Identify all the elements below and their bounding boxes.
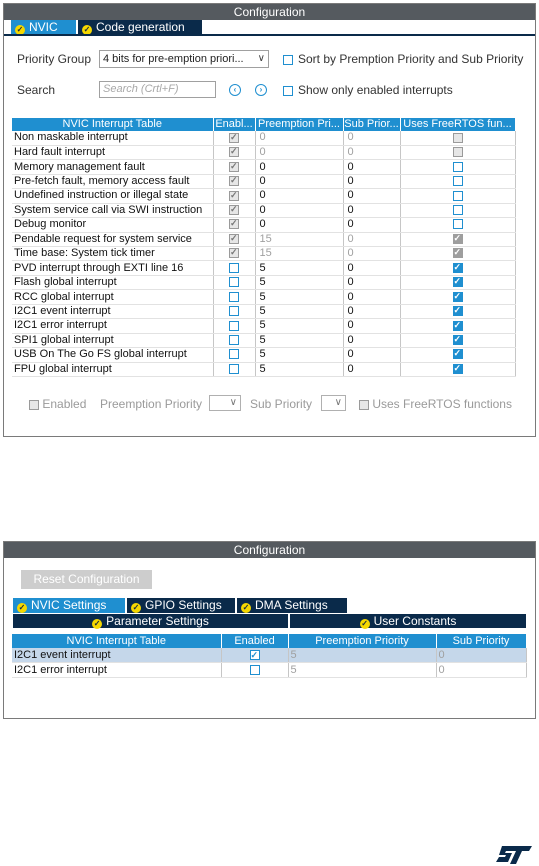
chevron-left-circle-icon[interactable]: ‹ (229, 84, 241, 96)
freertos-cell[interactable] (400, 261, 515, 275)
sub-priority-cell[interactable]: 0 (343, 189, 400, 203)
freertos-cell[interactable] (400, 203, 515, 217)
row-checkbox[interactable] (229, 349, 239, 359)
preemption-cell[interactable]: 5 (255, 261, 343, 275)
row-checkbox (453, 147, 463, 157)
row-checkbox[interactable] (229, 364, 239, 374)
column-header[interactable]: Sub Prior... (344, 118, 399, 130)
freertos-cell[interactable] (400, 319, 515, 333)
preemption-cell[interactable]: 0 (255, 189, 343, 203)
tab-label: NVIC Settings (31, 598, 107, 612)
interrupt-name: Time base: System tick timer (12, 247, 213, 261)
enabled-cell[interactable] (213, 145, 255, 159)
preemption-cell[interactable]: 5 (255, 333, 343, 347)
enabled-cell[interactable] (213, 218, 255, 232)
preemption-cell[interactable]: 0 (255, 145, 343, 159)
row-checkbox[interactable] (229, 306, 239, 316)
interrupt-name: Memory management fault (12, 160, 213, 174)
tab-label: NVIC (29, 20, 58, 34)
enabled-cell[interactable] (221, 663, 288, 678)
preemption-cell[interactable]: 15 (255, 232, 343, 246)
table-row[interactable] (12, 290, 515, 304)
row-checkbox[interactable] (453, 349, 463, 359)
sub-priority-label: Sub Priority (250, 397, 313, 411)
sub-priority-cell[interactable]: 0 (343, 203, 400, 217)
preemption-cell[interactable]: 5 (255, 362, 343, 376)
enabled-cell[interactable] (213, 160, 255, 174)
sub-priority-cell[interactable]: 0 (436, 648, 526, 663)
show-enabled-option[interactable] (283, 83, 453, 97)
freertos-checkbox[interactable] (359, 400, 369, 410)
row-checkbox[interactable] (250, 650, 260, 660)
preemption-cell[interactable]: 5 (255, 304, 343, 318)
enabled-cell[interactable] (213, 348, 255, 362)
freertos-cell[interactable] (400, 160, 515, 174)
interrupt-name: I2C1 event interrupt (12, 304, 213, 318)
row-checkbox (229, 162, 239, 172)
check-circle-icon: ✓ (83, 25, 91, 34)
sub-priority-cell[interactable]: 0 (343, 160, 400, 174)
enabled-cell[interactable] (213, 232, 255, 246)
search-label: Search (17, 83, 56, 97)
row-checkbox (453, 234, 463, 244)
tab-user-constants[interactable] (290, 614, 526, 628)
freertos-cell[interactable] (400, 218, 515, 232)
tab-label: GPIO Settings (145, 598, 222, 612)
table-row[interactable] (12, 304, 515, 318)
tab-label: Code generation (96, 20, 185, 34)
interrupt-name: PVD interrupt through EXTI line 16 (12, 261, 213, 275)
st-logo (496, 846, 532, 864)
column-header[interactable]: Preemption Priority (288, 634, 436, 648)
row-checkbox (229, 234, 239, 244)
nvic-interrupt-table (12, 634, 527, 678)
preemption-cell[interactable]: 0 (255, 203, 343, 217)
sub-priority-cell[interactable]: 0 (343, 304, 400, 318)
interrupt-name: SPI1 global interrupt (12, 333, 213, 347)
row-checkbox[interactable] (453, 219, 463, 229)
freertos-cell[interactable] (400, 131, 515, 145)
sub-priority-cell[interactable]: 0 (343, 261, 400, 275)
column-header[interactable]: Enabled (221, 634, 288, 648)
enabled-cell[interactable] (213, 203, 255, 217)
check-circle-icon: ✓ (242, 603, 250, 612)
column-header[interactable]: NVIC Interrupt Table (12, 634, 221, 648)
preemption-cell[interactable]: 0 (255, 160, 343, 174)
row-checkbox[interactable] (229, 263, 239, 273)
sub-priority-cell[interactable]: 0 (343, 275, 400, 289)
row-checkbox[interactable] (229, 277, 239, 287)
row-checkbox[interactable] (453, 335, 463, 345)
row-checkbox (229, 205, 239, 215)
nvic-interrupt-table (12, 118, 516, 377)
enabled-cell[interactable] (213, 275, 255, 289)
interrupt-editor-bar (4, 394, 535, 416)
interrupt-name: I2C1 event interrupt (12, 648, 221, 663)
interrupt-name: Non maskable interrupt (12, 131, 213, 145)
table-row[interactable] (12, 333, 515, 347)
freertos-cell[interactable] (400, 232, 515, 246)
row-checkbox[interactable] (453, 263, 463, 273)
interrupt-name: Flash global interrupt (12, 275, 213, 289)
interrupt-name: Pre-fetch fault, memory access fault (12, 174, 213, 188)
column-header[interactable]: Uses FreeRTOS fun... (400, 118, 515, 131)
row-checkbox[interactable] (453, 321, 463, 331)
sub-priority-cell[interactable]: 0 (343, 131, 400, 145)
tab-divider (4, 34, 535, 36)
table-header (12, 634, 526, 648)
enabled-cell[interactable] (213, 290, 255, 304)
interrupt-name: Pendable request for system service (12, 232, 213, 246)
check-circle-icon: ✓ (361, 619, 368, 628)
sort-checkbox[interactable] (283, 55, 293, 65)
chevron-right-circle-icon[interactable]: › (255, 84, 267, 96)
enabled-cell[interactable] (213, 333, 255, 347)
sub-priority-cell[interactable]: 0 (343, 348, 400, 362)
tab-gpio-settings[interactable] (127, 598, 235, 613)
column-header[interactable]: NVIC Interrupt Table (12, 118, 213, 131)
preemption-cell[interactable]: 0 (255, 218, 343, 232)
freertos-label: Uses FreeRTOS functions (372, 397, 512, 411)
search-input[interactable]: Search (Crtl+F) (99, 81, 216, 98)
row-checkbox[interactable] (453, 277, 463, 287)
row-checkbox[interactable] (453, 162, 463, 172)
preemption-cell[interactable]: 5 (288, 663, 436, 678)
tab-dma-settings[interactable] (237, 598, 347, 613)
enabled-cell[interactable] (213, 131, 255, 145)
enabled-cell[interactable] (213, 362, 255, 376)
sub-priority-cell[interactable]: 0 (343, 247, 400, 261)
table-row[interactable] (12, 261, 515, 275)
panel-title: Configuration (4, 4, 535, 20)
row-checkbox[interactable] (453, 205, 463, 215)
check-circle-icon: ✓ (16, 25, 24, 34)
interrupt-name: FPU global interrupt (12, 362, 213, 376)
show-enabled-label: Show only enabled interrupts (298, 83, 453, 97)
row-checkbox[interactable] (453, 292, 463, 302)
table-row[interactable] (12, 348, 515, 362)
table-row[interactable] (12, 145, 515, 159)
row-checkbox[interactable] (453, 191, 463, 201)
table-row[interactable] (12, 203, 515, 217)
interrupt-name: USB On The Go FS global interrupt (12, 348, 213, 362)
table-row[interactable] (12, 663, 526, 678)
sub-priority-cell[interactable]: 0 (343, 362, 400, 376)
interrupt-name: Undefined instruction or illegal state (12, 189, 213, 203)
column-header[interactable]: Preemption Pri... (255, 118, 343, 131)
priority-group-select[interactable] (99, 50, 269, 68)
tab-parameter-settings[interactable] (13, 614, 288, 628)
sub-priority-select[interactable] (321, 395, 346, 411)
freertos-cell[interactable] (400, 189, 515, 203)
enabled-cell[interactable] (213, 189, 255, 203)
table-row[interactable] (12, 648, 526, 663)
enabled-cell[interactable] (213, 304, 255, 318)
preemption-cell[interactable]: 5 (288, 648, 436, 663)
preemption-cell[interactable]: 0 (255, 174, 343, 188)
row-checkbox (229, 147, 239, 157)
tab-nvic-settings[interactable] (13, 598, 125, 613)
column-header[interactable]: Enabl... (213, 118, 255, 131)
tab-nvic[interactable] (11, 20, 76, 35)
interrupt-name: Debug monitor (12, 218, 213, 232)
sub-priority-cell[interactable]: 0 (343, 319, 400, 333)
sub-priority-cell[interactable]: 0 (343, 218, 400, 232)
tab-label: DMA Settings (255, 598, 328, 612)
enabled-checkbox[interactable] (29, 400, 39, 410)
enabled-cell[interactable] (213, 261, 255, 275)
preemption-cell[interactable]: 5 (255, 275, 343, 289)
interrupt-name: RCC global interrupt (12, 290, 213, 304)
row-checkbox (229, 219, 239, 229)
priority-group-label: Priority Group (17, 52, 92, 66)
row-checkbox (453, 248, 463, 258)
sub-priority-cell[interactable]: 0 (436, 663, 526, 678)
enabled-option[interactable] (29, 397, 86, 411)
check-circle-icon: ✓ (93, 619, 101, 628)
freertos-cell[interactable] (400, 247, 515, 261)
enabled-cell[interactable] (221, 648, 288, 663)
sort-label: Sort by Premption Priority and Sub Priority (298, 52, 524, 66)
row-checkbox (229, 176, 239, 186)
sub-priority-cell[interactable]: 0 (343, 290, 400, 304)
row-checkbox[interactable] (229, 335, 239, 345)
interrupt-name: Hard fault interrupt (12, 145, 213, 159)
row-checkbox[interactable] (229, 321, 239, 331)
preemption-cell[interactable]: 5 (255, 290, 343, 304)
sub-priority-cell[interactable]: 0 (343, 145, 400, 159)
row-checkbox[interactable] (453, 306, 463, 316)
row-checkbox[interactable] (229, 292, 239, 302)
row-checkbox[interactable] (250, 665, 260, 675)
row-checkbox[interactable] (453, 364, 463, 374)
show-enabled-checkbox[interactable] (283, 86, 293, 96)
tab-label: User Constants (373, 614, 457, 628)
table-row[interactable] (12, 247, 515, 261)
preemption-cell[interactable]: 5 (255, 319, 343, 333)
sort-option[interactable] (283, 52, 523, 66)
interrupt-name: I2C1 error interrupt (12, 663, 221, 678)
preemption-priority-label: Preemption Priority (100, 397, 203, 411)
chevron-down-icon: ∨ (229, 397, 237, 408)
table-row[interactable] (12, 218, 515, 232)
enabled-cell[interactable] (213, 174, 255, 188)
chevron-down-icon: ∨ (334, 397, 342, 408)
check-circle-icon: ✓ (18, 603, 26, 612)
freertos-cell[interactable] (400, 362, 515, 376)
freertos-cell[interactable] (400, 275, 515, 289)
table-row[interactable] (12, 319, 515, 333)
table-row[interactable] (12, 232, 515, 246)
table-row[interactable] (12, 174, 515, 188)
freertos-cell[interactable] (400, 348, 515, 362)
nvic-configuration-panel (3, 3, 536, 437)
check-circle-icon: ✓ (132, 603, 140, 612)
preemption-cell[interactable]: 0 (255, 131, 343, 145)
tab-code-generation[interactable] (78, 20, 202, 35)
table-row[interactable] (12, 131, 515, 145)
interrupt-name: System service call via SWI instruction (12, 203, 213, 217)
table-row[interactable] (12, 275, 515, 289)
sub-priority-cell[interactable]: 0 (343, 232, 400, 246)
row-checkbox[interactable] (453, 176, 463, 186)
table-row[interactable] (12, 362, 515, 376)
interrupt-name: I2C1 error interrupt (12, 319, 213, 333)
enabled-cell[interactable] (213, 319, 255, 333)
row-checkbox (453, 133, 463, 143)
chevron-down-icon: ∨ (257, 53, 265, 64)
freertos-option[interactable] (359, 397, 512, 411)
enabled-cell[interactable] (213, 247, 255, 261)
tab-label: Parameter Settings (106, 614, 209, 628)
tab-strip (4, 20, 535, 36)
panel-title: Configuration (4, 542, 535, 558)
reset-configuration-button[interactable]: Reset Configuration (21, 570, 152, 589)
freertos-cell[interactable] (400, 174, 515, 188)
preemption-cell[interactable]: 15 (255, 247, 343, 261)
freertos-cell[interactable] (400, 304, 515, 318)
table-row[interactable] (12, 189, 515, 203)
enabled-label: Enabled (42, 397, 87, 411)
priority-group-value: 4 bits for pre-emption priori... (103, 53, 244, 65)
row-checkbox (229, 133, 239, 143)
row-checkbox (229, 191, 239, 201)
table-row[interactable] (12, 160, 515, 174)
preemption-cell[interactable]: 5 (255, 348, 343, 362)
preemption-priority-select[interactable] (209, 395, 241, 411)
i2c-configuration-panel (3, 541, 536, 719)
freertos-cell[interactable] (400, 333, 515, 347)
sub-priority-cell[interactable]: 0 (343, 174, 400, 188)
sub-priority-cell[interactable]: 0 (343, 333, 400, 347)
column-header[interactable]: Sub Priority (436, 634, 526, 648)
row-checkbox (229, 248, 239, 258)
freertos-cell[interactable] (400, 290, 515, 304)
table-header (12, 118, 515, 131)
freertos-cell[interactable] (400, 145, 515, 159)
